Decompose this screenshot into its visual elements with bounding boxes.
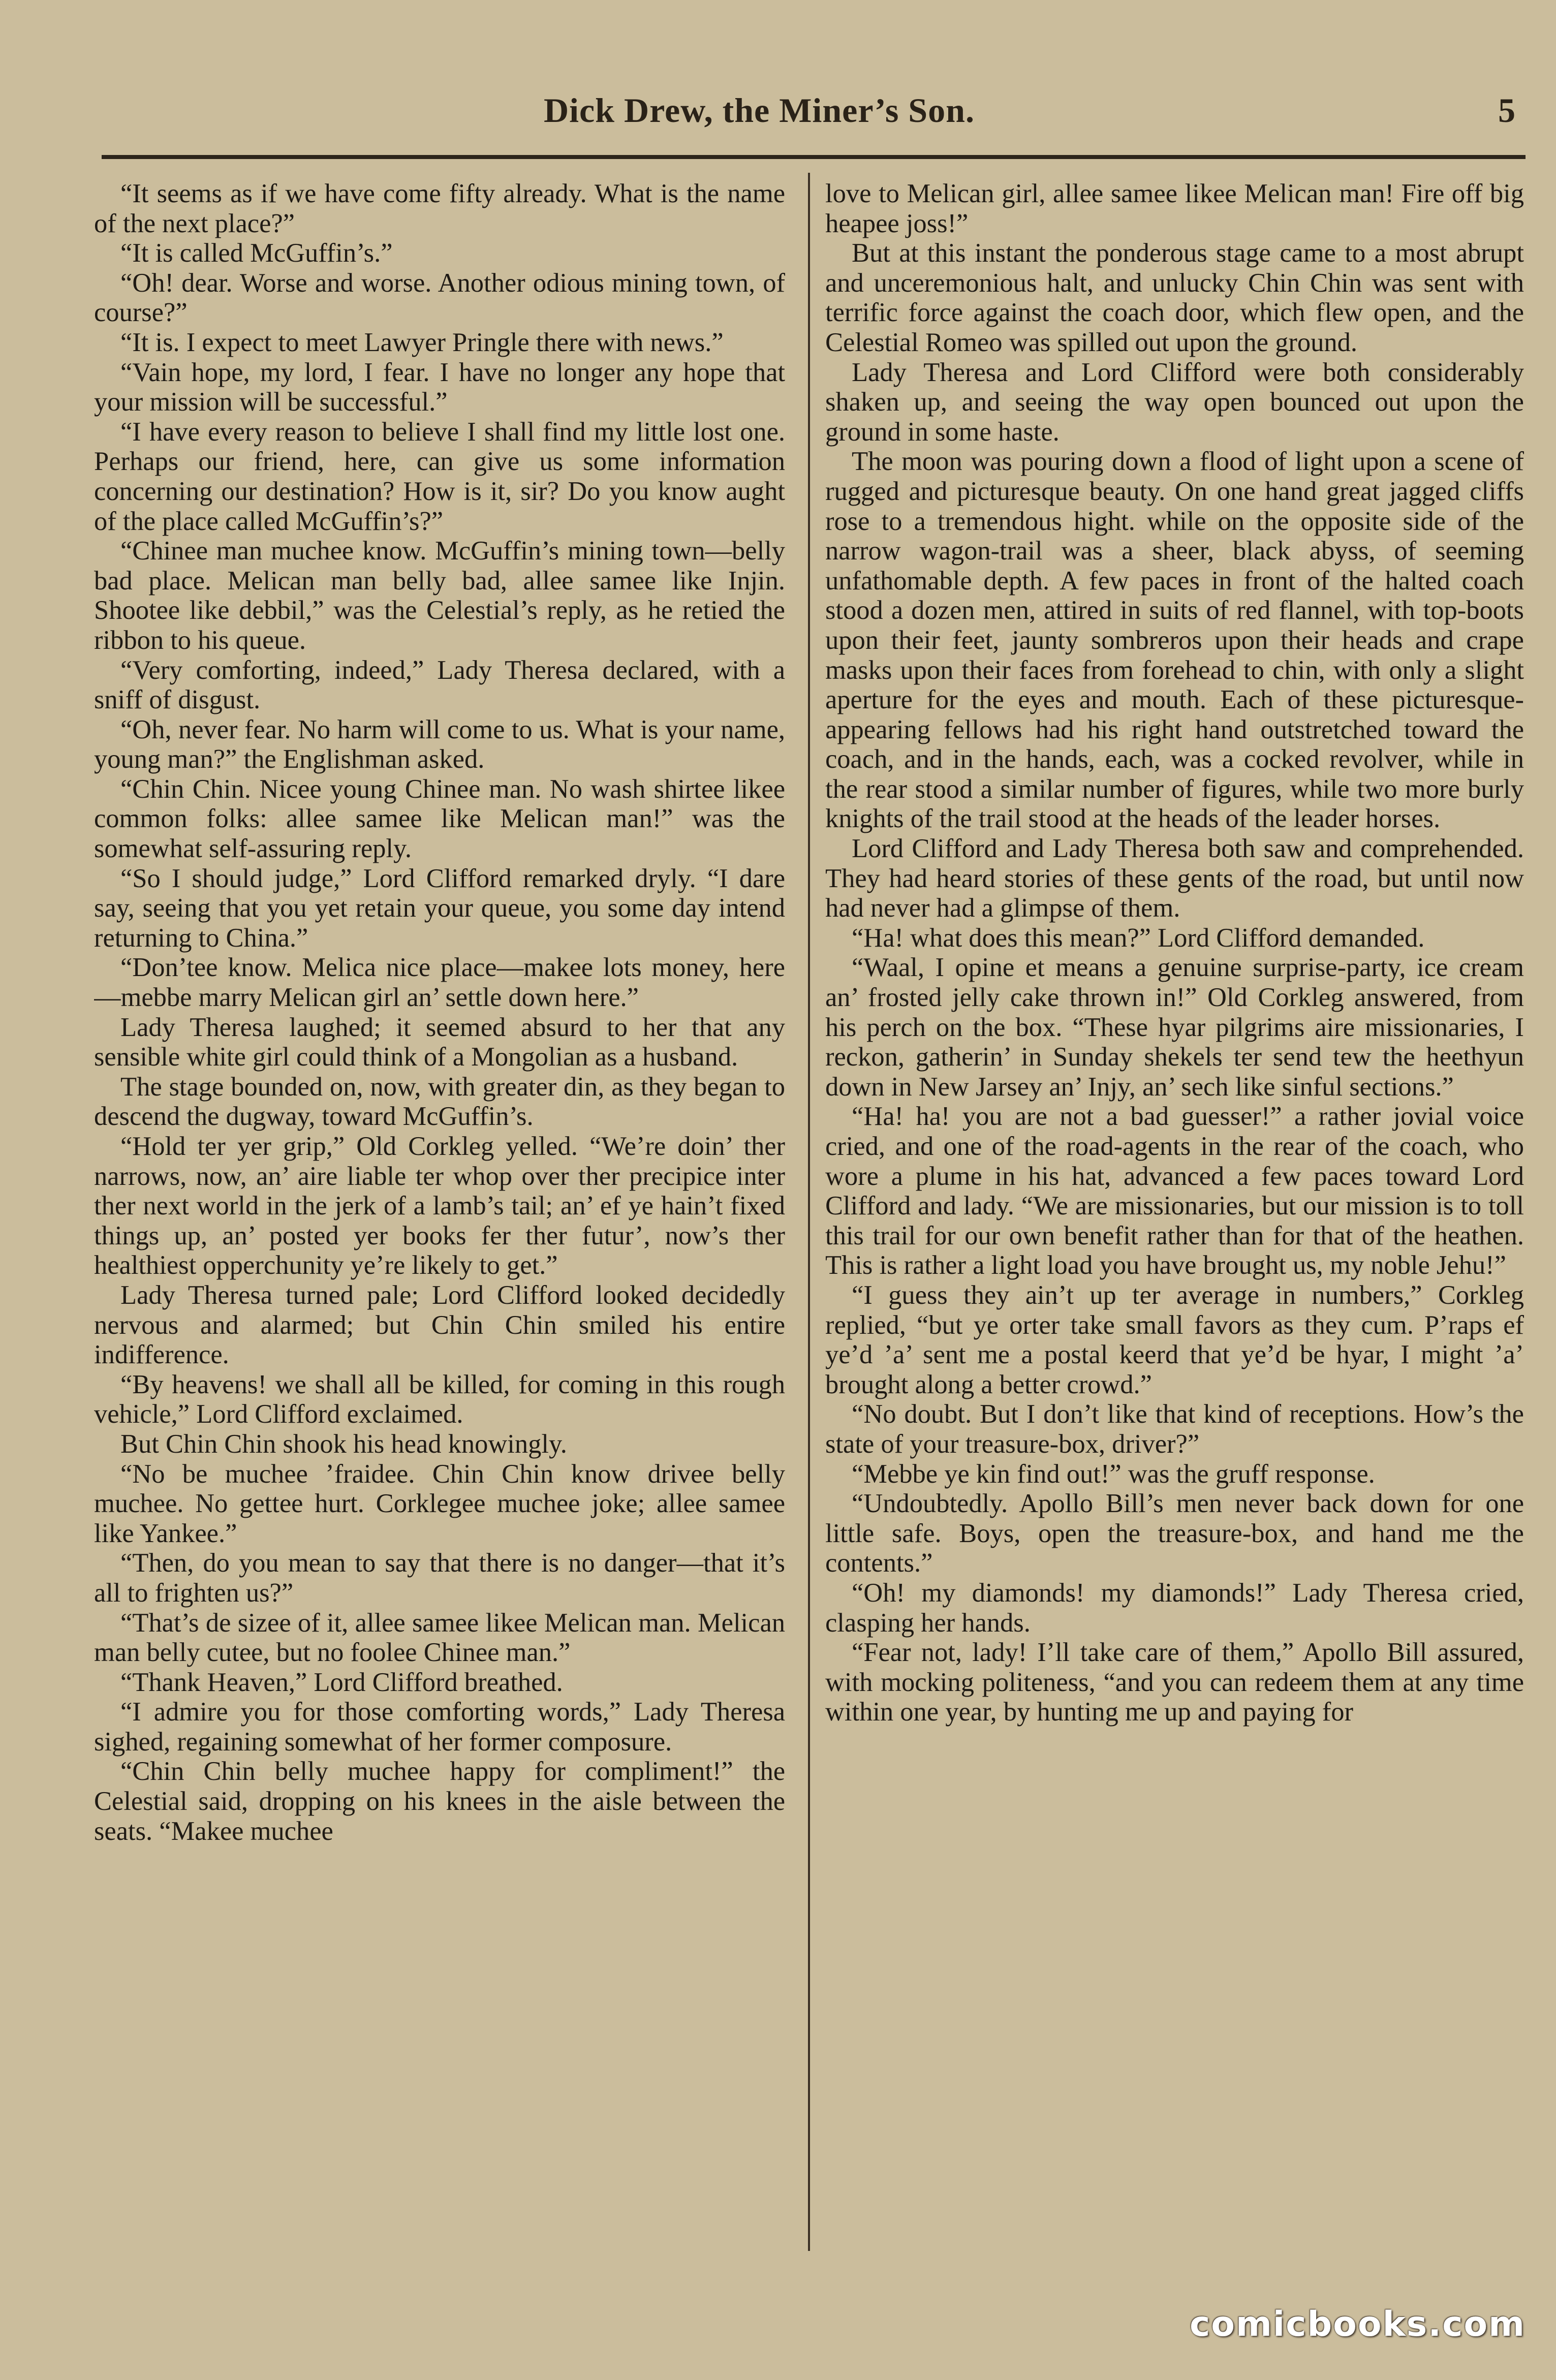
paragraph: “No doubt. But I don’t like that kind of receptions. How’s the state of your treasure-box, driver?” — [825, 1399, 1524, 1459]
paragraph: Lady Theresa and Lord Clifford were both considerably shaken up, and seeing the way open bounced out upon the ground in some haste. — [825, 357, 1524, 447]
paragraph: “Waal, I opine et means a genuine surprise-party, ice cream an’ frosted jelly cake thrown in!” Old Corkleg answered, from his perch on the box. “These hyar pilgrims aire missionaries, I reckon, gatherin’ in Sunday shekels ter send tew the heethyun down in New Jarsey an’ Injy, an’ sech like sinful sections.” — [825, 953, 1524, 1102]
paragraph: But Chin Chin shook his head knowingly. — [120, 1429, 567, 1459]
paragraph: “I have every reason to believe I shall find my little lost one. Perhaps our friend, here, can give us some information concerning our destination? How is it, sir? Do you know aught of the place called McGuffin’s?” — [94, 417, 785, 536]
paragraph: “I guess they ain’t up ter average in numbers,” Corkleg replied, “but ye orter take small favors as they cum. P’raps ef ye’d ’a’ sent me a postal keerd that ye’d be hyar, I might ’a’ brought along a better crowd.” — [825, 1280, 1524, 1399]
paragraph: Lord Clifford and Lady Theresa both saw and comprehended. They had heard stories of these gents of the road, but until now had never had a glimpse of them. — [825, 834, 1524, 923]
paragraph: “Vain hope, my lord, I fear. I have no longer any hope that your mission will be successful.” — [94, 357, 785, 417]
watermark: comicbooks.com — [1189, 2304, 1526, 2344]
paragraph: “Oh! dear. Worse and worse. Another odious mining town, of course?” — [94, 268, 785, 328]
paragraph: “Very comforting, indeed,” Lady Theresa declared, with a sniff of disgust. — [94, 655, 785, 715]
paragraph: love to Melican girl, allee samee likee Melican man! Fire off big heapee joss!” — [825, 179, 1524, 238]
paragraph: “Then, do you mean to say that there is no danger—that it’s all to frighten us?” — [94, 1548, 785, 1608]
paragraph: “So I should judge,” Lord Clifford remarked dryly. “I dare say, seeing that you yet retain your queue, you some day intend returning to China.” — [94, 863, 785, 953]
running-title: Dick Drew, the Miner’s Son. — [544, 91, 975, 130]
paragraph: “Chin Chin. Nicee young Chinee man. No wash shirtee likee common folks: allee samee like Melican man!” was the somewhat self-assuring reply. — [94, 774, 785, 864]
right-text-column — [825, 179, 1524, 2232]
paragraph: “It seems as if we have come fifty already. What is the name of the next place?” — [94, 179, 785, 238]
paragraph: “Mebbe ye kin find out!” was the gruff response. — [852, 1459, 1375, 1489]
paragraph: “Undoubtedly. Apollo Bill’s men never back down for one little safe. Boys, open the treasure-box, and hand me the contents.” — [825, 1489, 1524, 1578]
paragraph: “It is. I expect to meet Lawyer Pringle there with news.” — [120, 327, 724, 357]
paragraph: “Hold ter yer grip,” Old Corkleg yelled. “We’re doin’ ther narrows, now, an’ aire liable ter whop over ther precipice inter ther next world in the jerk of a lamb’s tail; an’ ef ye hain’t fixed things up, an’ posted yer books fer ther futur’, now’s ther healthiest opperchunity ye’re likely to get.” — [94, 1132, 785, 1280]
paragraph: “Don’tee know. Melica nice place—makee lots money, here—mebbe marry Melican girl an’ settle down here.” — [94, 953, 785, 1013]
paragraph: “No be muchee ’fraidee. Chin Chin know drivee belly muchee. No gettee hurt. Corklegee muchee joke; allee samee like Yankee.” — [94, 1459, 785, 1548]
page-number: 5 — [1498, 91, 1515, 130]
paragraph: “Thank Heaven,” Lord Clifford breathed. — [120, 1667, 563, 1697]
header-rule — [102, 155, 1526, 159]
paragraph: “Oh, never fear. No harm will come to us. What is your name, young man?” the Englishman asked. — [94, 714, 785, 774]
paragraph: The moon was pouring down a flood of light upon a scene of rugged and picturesque beauty. On one hand great jagged cliffs rose to a tremendous hight. while on the opposite side of the narrow wagon-trail was a sheer, black abyss, of seeming unfathomable depth. A few paces in front of the halted coach stood a dozen men, attired in suits of red flannel, with top-boots upon their feet, jaunty sombreros upon their heads and crape masks upon their faces from forehead to chin, with only a slight aperture for the eyes and mouth. Each of these picturesque-appearing fellows had his right hand outstretched toward the coach, and in the hands, each, was a cocked revolver, while in the rear stood a similar number of figures, while two more burly knights of the trail stood at the heads of the leader horses. — [825, 447, 1524, 834]
paragraph: “Chin Chin belly muchee happy for compliment!” the Celestial said, dropping on his knees in the aisle between the seats. “Makee muchee — [94, 1757, 785, 1846]
paragraph: “It is called McGuffin’s.” — [120, 238, 393, 268]
paragraph: But at this instant the ponderous stage came to a most abrupt and unceremonious halt, and unlucky Chin Chin was sent with terrific force against the coach door, which flew open, and the Celestial Romeo was spilled out upon the ground. — [825, 238, 1524, 357]
paragraph: “Chinee man muchee know. McGuffin’s mining town—belly bad place. Melican man belly bad, allee samee like Injin. Shootee like debbil,” was the Celestial’s reply, as he retied the ribbon to his queue. — [94, 536, 785, 655]
paragraph: Lady Theresa turned pale; Lord Clifford looked decidedly nervous and alarmed; but Chin Chin smiled his entire indifference. — [94, 1280, 785, 1370]
paragraph: “That’s de sizee of it, allee samee likee Melican man. Melican man belly cutee, but no foolee Chinee man.” — [94, 1608, 785, 1668]
left-text-column — [94, 179, 785, 2232]
paragraph: “Fear not, lady! I’ll take care of them,” Apollo Bill assured, with mocking politeness, “and you can redeem them at any time within one year, by hunting me up and paying for — [825, 1638, 1524, 1727]
running-header — [102, 90, 1526, 146]
paragraph: “Oh! my diamonds! my diamonds!” Lady Theresa cried, clasping her hands. — [825, 1578, 1524, 1638]
paragraph: “By heavens! we shall all be killed, for coming in this rough vehicle,” Lord Clifford exclaimed. — [94, 1369, 785, 1429]
paragraph: “Ha! what does this mean?” Lord Clifford demanded. — [852, 923, 1425, 953]
paragraph: Lady Theresa laughed; it seemed absurd to her that any sensible white girl could think of a Mongolian as a husband. — [94, 1012, 785, 1072]
paragraph: The stage bounded on, now, with greater din, as they began to descend the dugway, toward McGuffin’s. — [94, 1072, 785, 1132]
paragraph: “I admire you for those comforting words,” Lady Theresa sighed, regaining somewhat of her former composure. — [94, 1697, 785, 1757]
column-divider — [808, 173, 810, 2251]
paragraph: “Ha! ha! you are not a bad guesser!” a rather jovial voice cried, and one of the road-agents in the rear of the coach, who wore a plume in his hat, advanced a few paces toward Lord Clifford and lady. “We are missionaries, but our mission is to toll this trail for our own benefit rather than for that of the heathen. This is rather a light load you have brought us, my noble Jehu!” — [825, 1102, 1524, 1280]
